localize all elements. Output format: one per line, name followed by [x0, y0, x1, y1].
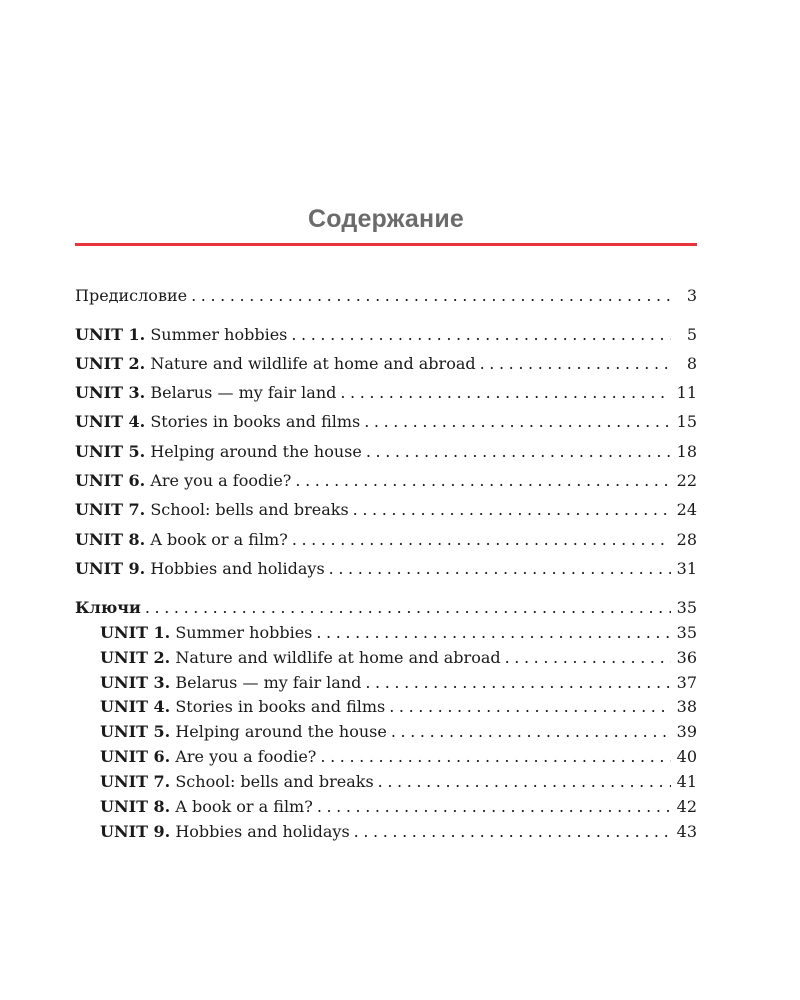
dot-leader	[340, 383, 671, 402]
toc-entry-key-unit-1[interactable]	[75, 623, 697, 642]
unit-title: Stories in books and films	[150, 412, 361, 431]
dot-leader	[292, 530, 671, 549]
unit-label: UNIT 2.	[100, 648, 171, 667]
toc-entry-unit-4[interactable]	[75, 412, 697, 431]
dot-leader	[480, 354, 671, 373]
dot-leader	[317, 797, 671, 816]
toc-page-number: 24	[676, 500, 697, 519]
toc-page-number: 43	[676, 822, 697, 841]
unit-label: UNIT 4.	[100, 697, 171, 716]
toc-entry-unit-6[interactable]	[75, 471, 697, 490]
dot-leader	[365, 673, 671, 692]
unit-title: Nature and wildlife at home and abroad	[150, 354, 476, 373]
unit-title: Are you a foodie?	[150, 471, 292, 490]
title-underline	[75, 243, 697, 246]
dot-leader	[378, 772, 671, 791]
unit-title: Helping around the house	[150, 442, 362, 461]
toc-page-number: 15	[676, 412, 697, 431]
unit-label: UNIT 8.	[100, 797, 171, 816]
dot-leader	[295, 471, 671, 490]
toc-entry-unit-5[interactable]	[75, 442, 697, 461]
dot-leader	[505, 648, 671, 667]
contents-page	[75, 0, 697, 1000]
toc-page-number: 28	[676, 530, 697, 549]
toc-entry-key-unit-5[interactable]	[75, 722, 697, 741]
toc-entry-preface[interactable]	[75, 286, 697, 305]
unit-label: UNIT 1.	[100, 623, 171, 642]
dot-leader	[366, 442, 671, 461]
dot-leader	[364, 412, 671, 431]
unit-title: Summer hobbies	[175, 623, 313, 642]
toc-entry-keys[interactable]	[75, 598, 697, 617]
toc-page-number: 38	[676, 697, 697, 716]
dot-leader	[354, 822, 671, 841]
toc-page-number: 11	[676, 383, 697, 402]
toc-page-number: 41	[676, 772, 697, 791]
toc-entry-unit-8[interactable]	[75, 530, 697, 549]
dot-leader	[145, 598, 671, 617]
unit-title: Stories in books and films	[175, 697, 386, 716]
unit-label: UNIT 5.	[100, 722, 171, 741]
toc-entry-key-unit-4[interactable]	[75, 697, 697, 716]
toc-page-number: 42	[676, 797, 697, 816]
toc-page-number: 39	[676, 722, 697, 741]
unit-label: UNIT 6.	[100, 747, 171, 766]
dot-leader	[329, 559, 671, 578]
page-title: Содержание	[307, 205, 465, 233]
toc-entry-key-unit-8[interactable]	[75, 797, 697, 816]
dot-leader	[391, 722, 671, 741]
unit-label: UNIT 8.	[75, 530, 146, 549]
toc-page-number: 40	[676, 747, 697, 766]
toc-page-number: 3	[686, 286, 697, 305]
toc-page-number: 37	[676, 673, 697, 692]
dot-leader	[353, 500, 671, 519]
toc-entry-unit-3[interactable]	[75, 383, 697, 402]
unit-label: UNIT 6.	[75, 471, 146, 490]
toc-page-number: 18	[676, 442, 697, 461]
unit-label: UNIT 7.	[75, 500, 146, 519]
toc-entry-unit-7[interactable]	[75, 500, 697, 519]
toc-entry-key-unit-7[interactable]	[75, 772, 697, 791]
unit-title: School: bells and breaks	[175, 772, 374, 791]
unit-label: UNIT 1.	[75, 325, 146, 344]
unit-label: UNIT 9.	[75, 559, 146, 578]
unit-label: UNIT 3.	[100, 673, 171, 692]
unit-title: Belarus — my fair land	[150, 383, 337, 402]
unit-title: School: bells and breaks	[150, 500, 349, 519]
dot-leader	[316, 623, 671, 642]
unit-title: Summer hobbies	[150, 325, 288, 344]
unit-label: UNIT 7.	[100, 772, 171, 791]
toc-entry-key-unit-6[interactable]	[75, 747, 697, 766]
unit-label: UNIT 2.	[75, 354, 146, 373]
toc-page-number: 31	[676, 559, 697, 578]
toc-page-number: 22	[676, 471, 697, 490]
toc-page-number: 35	[676, 598, 697, 617]
toc-page-number: 8	[686, 354, 697, 373]
toc-entry-unit-9[interactable]	[75, 559, 697, 578]
toc-page-number: 5	[686, 325, 697, 344]
toc-entry-label: Предисловие	[75, 286, 188, 305]
toc-entry-unit-1[interactable]	[75, 325, 697, 344]
unit-title: Nature and wildlife at home and abroad	[175, 648, 501, 667]
unit-title: Helping around the house	[175, 722, 387, 741]
dot-leader	[389, 697, 671, 716]
unit-label: UNIT 5.	[75, 442, 146, 461]
unit-title: Are you a foodie?	[175, 747, 317, 766]
toc-page-number: 36	[676, 648, 697, 667]
dot-leader	[320, 747, 671, 766]
unit-label: UNIT 4.	[75, 412, 146, 431]
toc-entry-key-unit-9[interactable]	[75, 822, 697, 841]
toc-entry-key-unit-2[interactable]	[75, 648, 697, 667]
dot-leader	[191, 286, 671, 305]
unit-title: A book or a film?	[175, 797, 313, 816]
toc-entry-key-unit-3[interactable]	[75, 673, 697, 692]
toc-entry-unit-2[interactable]	[75, 354, 697, 373]
toc-page-number: 35	[676, 623, 697, 642]
unit-label: UNIT 3.	[75, 383, 146, 402]
dot-leader	[291, 325, 671, 344]
unit-title: Belarus — my fair land	[175, 673, 362, 692]
toc-entry-label: Ключи	[75, 598, 141, 617]
unit-title: Hobbies and holidays	[150, 559, 325, 578]
unit-title: A book or a film?	[150, 530, 288, 549]
unit-title: Hobbies and holidays	[175, 822, 350, 841]
unit-label: UNIT 9.	[100, 822, 171, 841]
